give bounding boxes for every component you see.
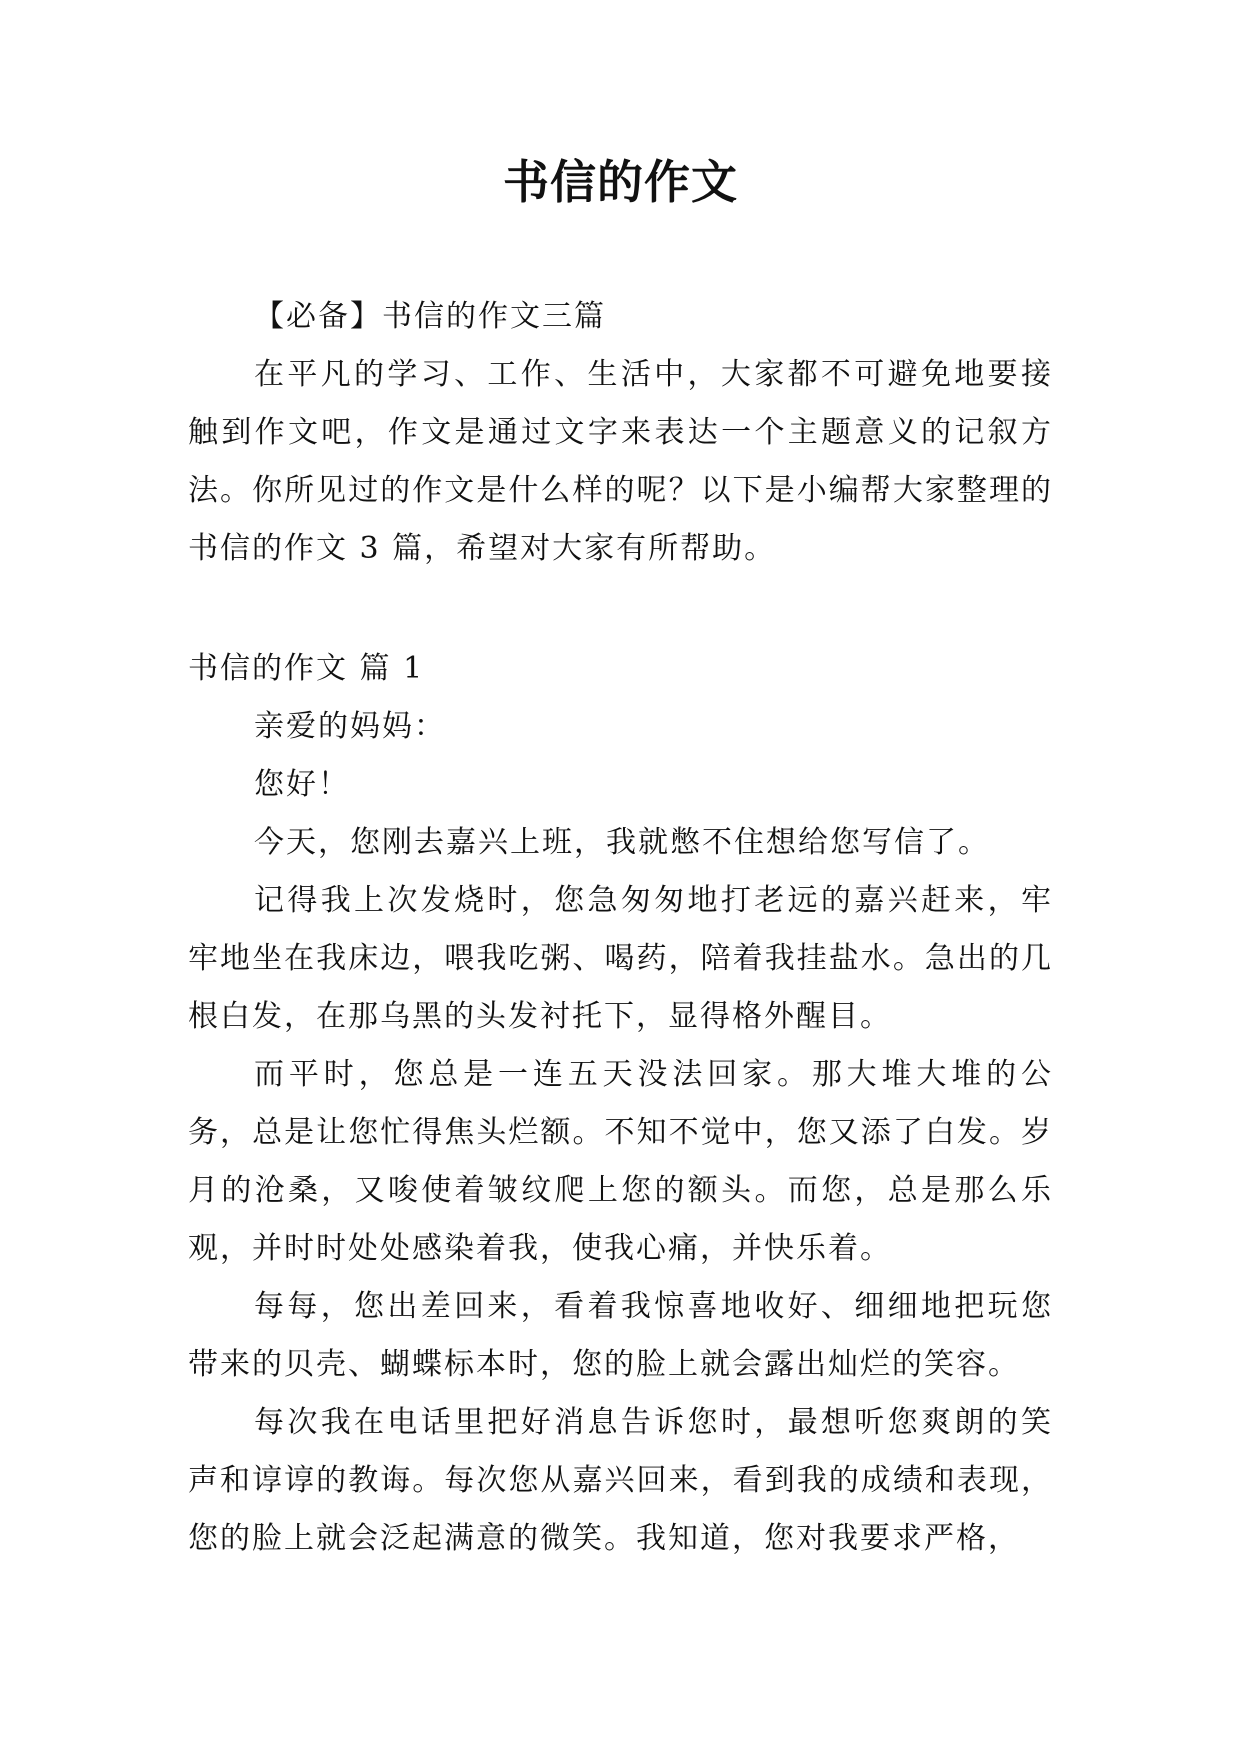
document-body (188, 288, 1053, 1568)
letter-paragraph: 今天，您刚去嘉兴上班，我就憋不住想给您写信了。 (254, 825, 990, 860)
intro-line: 【必备】书信的作文三篇 (254, 299, 606, 334)
intro-paragraph: 在平凡的学习、工作、生活中，大家都不可避免地要接触到作文吧，作文是通过文字来表达一个主题意义的记叙方法。你所见过的作文是什么样的呢？以下是小编帮大家整理的书信的作文 3 篇，希望对大家有所帮助。 (188, 357, 1053, 566)
letter-paragraph: 记得我上次发烧时，您急匆匆地打老远的嘉兴赶来，牢牢地坐在我床边，喂我吃粥、喝药，陪着我挂盐水。急出的几根白发，在那乌黑的头发衬托下，显得格外醒目。 (188, 883, 1053, 1034)
letter-paragraph: 而平时，您总是一连五天没法回家。那大堆大堆的公务，总是让您忙得焦头烂额。不知不觉中，您又添了白发。岁月的沧桑，又唆使着皱纹爬上您的额头。而您，总是那么乐观，并时时处处感染着我，使我心痛，并快乐着。 (188, 1057, 1053, 1266)
document-title: 书信的作文 (503, 155, 738, 209)
letter-salutation: 亲爱的妈妈： (254, 709, 446, 744)
section-heading: 书信的作文 篇 1 (188, 651, 425, 686)
letter-paragraph: 每次我在电话里把好消息告诉您时，最想听您爽朗的笑声和谆谆的教诲。每次您从嘉兴回来，看到我的成绩和表现，您的脸上就会泛起满意的微笑。我知道，您对我要求严格， (188, 1405, 1053, 1556)
letter-greeting: 您好！ (254, 767, 350, 802)
letter-paragraph: 每每，您出差回来，看着我惊喜地收好、细细地把玩您带来的贝壳、蝴蝶标本时，您的脸上就会露出灿烂的笑容。 (188, 1289, 1053, 1382)
